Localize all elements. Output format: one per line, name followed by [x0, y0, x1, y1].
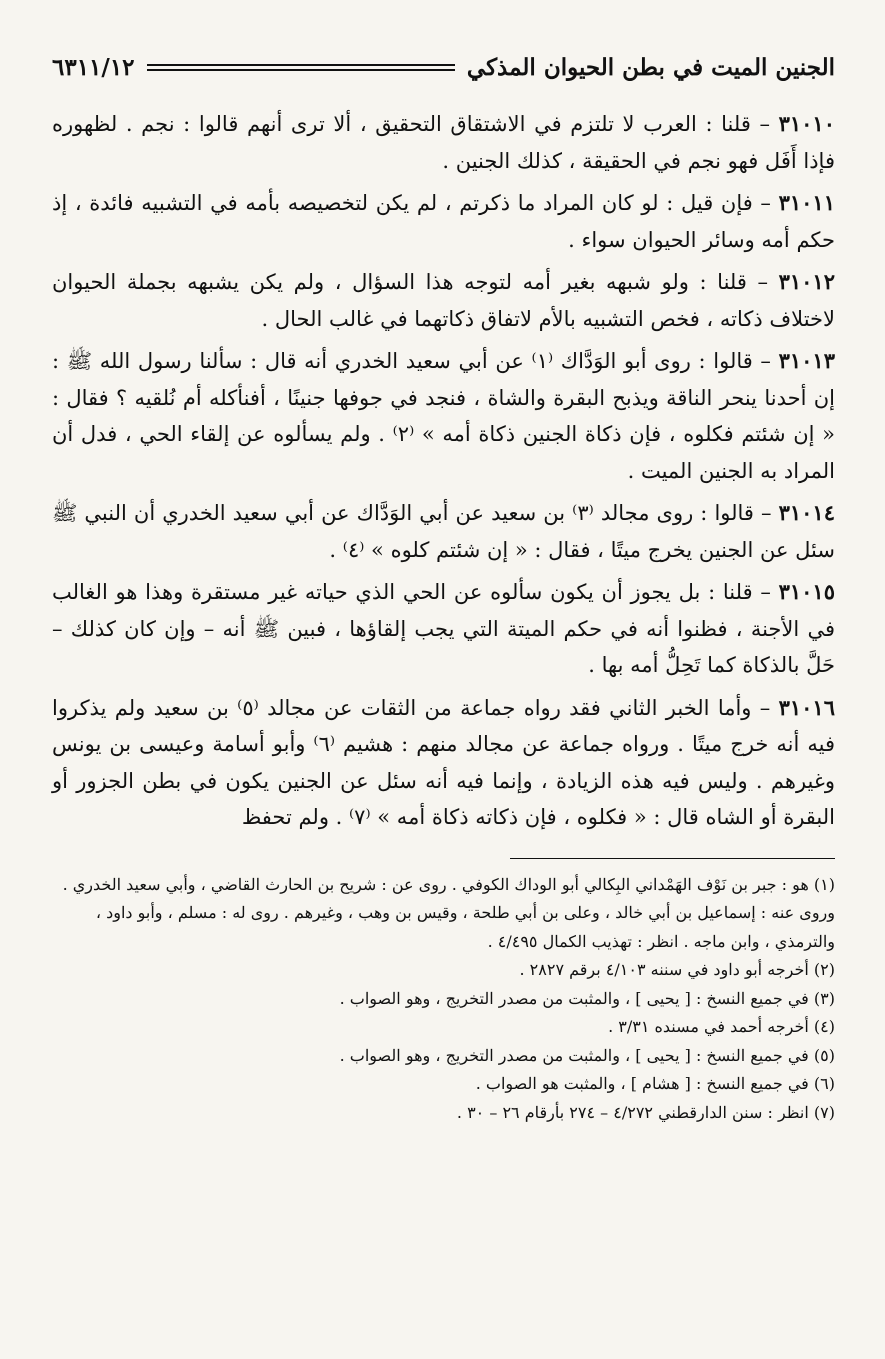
paragraph-text: – قلنا : العرب لا تلتزم في الاشتقاق التحقيق ، ألا ترى أنهم قالوا : نجم . لظهوره فإذا أَفَل فهو نجم في الحقيقة ، كذلك الجنين . [52, 112, 835, 173]
header-title: الجنين الميت في بطن الحيوان المذكي [466, 53, 835, 81]
footnote-separator [510, 858, 835, 859]
footnote-7: (٧) انظر : سنن الدارقطني ٤/٢٧٢ – ٢٧٤ بأرقام ٢٦ – ٣٠ . [456, 1102, 835, 1122]
paragraph-text: – قالوا : روى أبو الوَدَّاك ⁽١⁾ عن أبي سعيد الخدري أنه قال : سألنا رسول الله ﷺ : إن أحدنا ينحر الناقة ويذبح البقرة والشاة ، فنجد في جوفها جنينًا ، أفنأكله أم نُلقيه ؟ فقال : « إن شئتم فكلوه ، فإن ذكاة الجنين ذكاة أمه » ⁽٢⁾ . ولم يسألوه عن إلقاء الحي ، فدل أن المراد به الجنين الميت . [52, 349, 835, 483]
header-page-number: ٦٣١١/١٢ [52, 53, 135, 81]
main-text [52, 106, 835, 836]
footnote-4: (٤) أخرجه أحمد في مسنده ٣/٣١ . [608, 1017, 835, 1036]
footnote-5: (٥) في جميع النسخ : [ يحيى ] ، والمثبت من مصدر التخريج ، وهو الصواب . [339, 1045, 835, 1065]
running-header [52, 50, 835, 84]
footnote-1: (١) هو : جبر بن نَوْف الهَمْداني البِكالي أبو الوداك الكوفي . روى عن : شريح بن الحارث القاضي ، وأبي سعيد الخدري . وروى عنه : إسماعيل بن أبي خالد ، وعلى بن أبي طلحة ، وقيس بن وهب ، وغيرهم . روى له : مسلم ، وأبو داود ، والترمذي ، وابن ماجه . انظر : تهذيب الكمال ٤/٤٩٥ . [62, 874, 835, 951]
paragraph-number: ٣١٠١١ [778, 190, 835, 215]
paragraph-number: ٣١٠١٦ [778, 694, 835, 720]
footnotes [52, 871, 835, 1128]
paragraph-31013 [52, 343, 835, 489]
footnote-2: (٢) أخرجه أبو داود في سننه ٤/١٠٣ برقم ٢٨٢٧ . [519, 960, 835, 979]
footnote-3: (٣) في جميع النسخ : [ يحيى ] ، والمثبت من مصدر التخريج ، وهو الصواب . [339, 988, 835, 1008]
paragraph-text: – قلنا : بل يجوز أن يكون سألوه عن الحي الذي حياته غير مستقرة وهذا هو الغالب في الأجنة ، فظنوا أنه في حكم الميتة التي يجب إلقاؤها ، فبين ﷺ أنه – وإن كان كذلك – حَلَّ بالذكاة كما تَحِلُّ أمه بها . [52, 580, 835, 677]
paragraph-31015 [52, 574, 835, 684]
paragraph-number: ٣١٠١٤ [778, 500, 835, 525]
paragraph-text: – فإن قيل : لو كان المراد ما ذكرتم ، لم يكن لتخصيصه بأمه في التشبيه فائدة ، إذ حكم أمه وسائر الحيوان سواء . [52, 191, 835, 252]
paragraph-31010 [52, 106, 835, 179]
paragraph-number: ٣١٠١٥ [778, 579, 835, 604]
paragraph-31016 [52, 690, 835, 836]
footnote-6: (٦) في جميع النسخ : [ هشام ] ، والمثبت هو الصواب . [475, 1074, 835, 1093]
paragraph-text: – وأما الخبر الثاني فقد رواه جماعة من الثقات عن مجالد ⁽٥⁾ بن سعيد ولم يذكروا فيه أنه خرج ميتًا . ورواه جماعة عن مجالد منهم : هشيم ⁽٦⁾ وأبو أسامة وعيسى بن يونس وغيرهم . وليس فيه هذه الزيادة ، وإنما فيه أنه سئل عن الجنين يكون في بطن الجزور أو البقرة أو الشاه قال : « فكلوه ، فإن ذكاته ذكاة أمه » ⁽٧⁾ . ولم تحفظ [52, 695, 835, 829]
paragraph-31011 [52, 185, 835, 258]
paragraph-text: – قلنا : ولو شبهه بغير أمه لتوجه هذا السؤال ، ولم يكن يشبهه بجملة الحيوان لاختلاف ذكاته ، فخص التشبيه بالأم لاتفاق ذكاتهما في غالب الحال . [52, 270, 835, 331]
paragraph-31012 [52, 264, 835, 337]
header-double-rule [147, 64, 455, 71]
paragraph-text: – قالوا : روى مجالد ⁽٣⁾ بن سعيد عن أبي الوَدَّاك عن أبي سعيد الخدري أن النبي ﷺ سئل عن الجنين يخرج ميتًا ، فقال : « إن شئتم كلوه » ⁽٤⁾ . [52, 501, 835, 562]
paragraph-number: ٣١٠١٣ [778, 348, 835, 373]
paragraph-31014 [52, 495, 835, 568]
paragraph-number: ٣١٠١٠ [778, 111, 835, 136]
paragraph-number: ٣١٠١٢ [778, 269, 835, 294]
